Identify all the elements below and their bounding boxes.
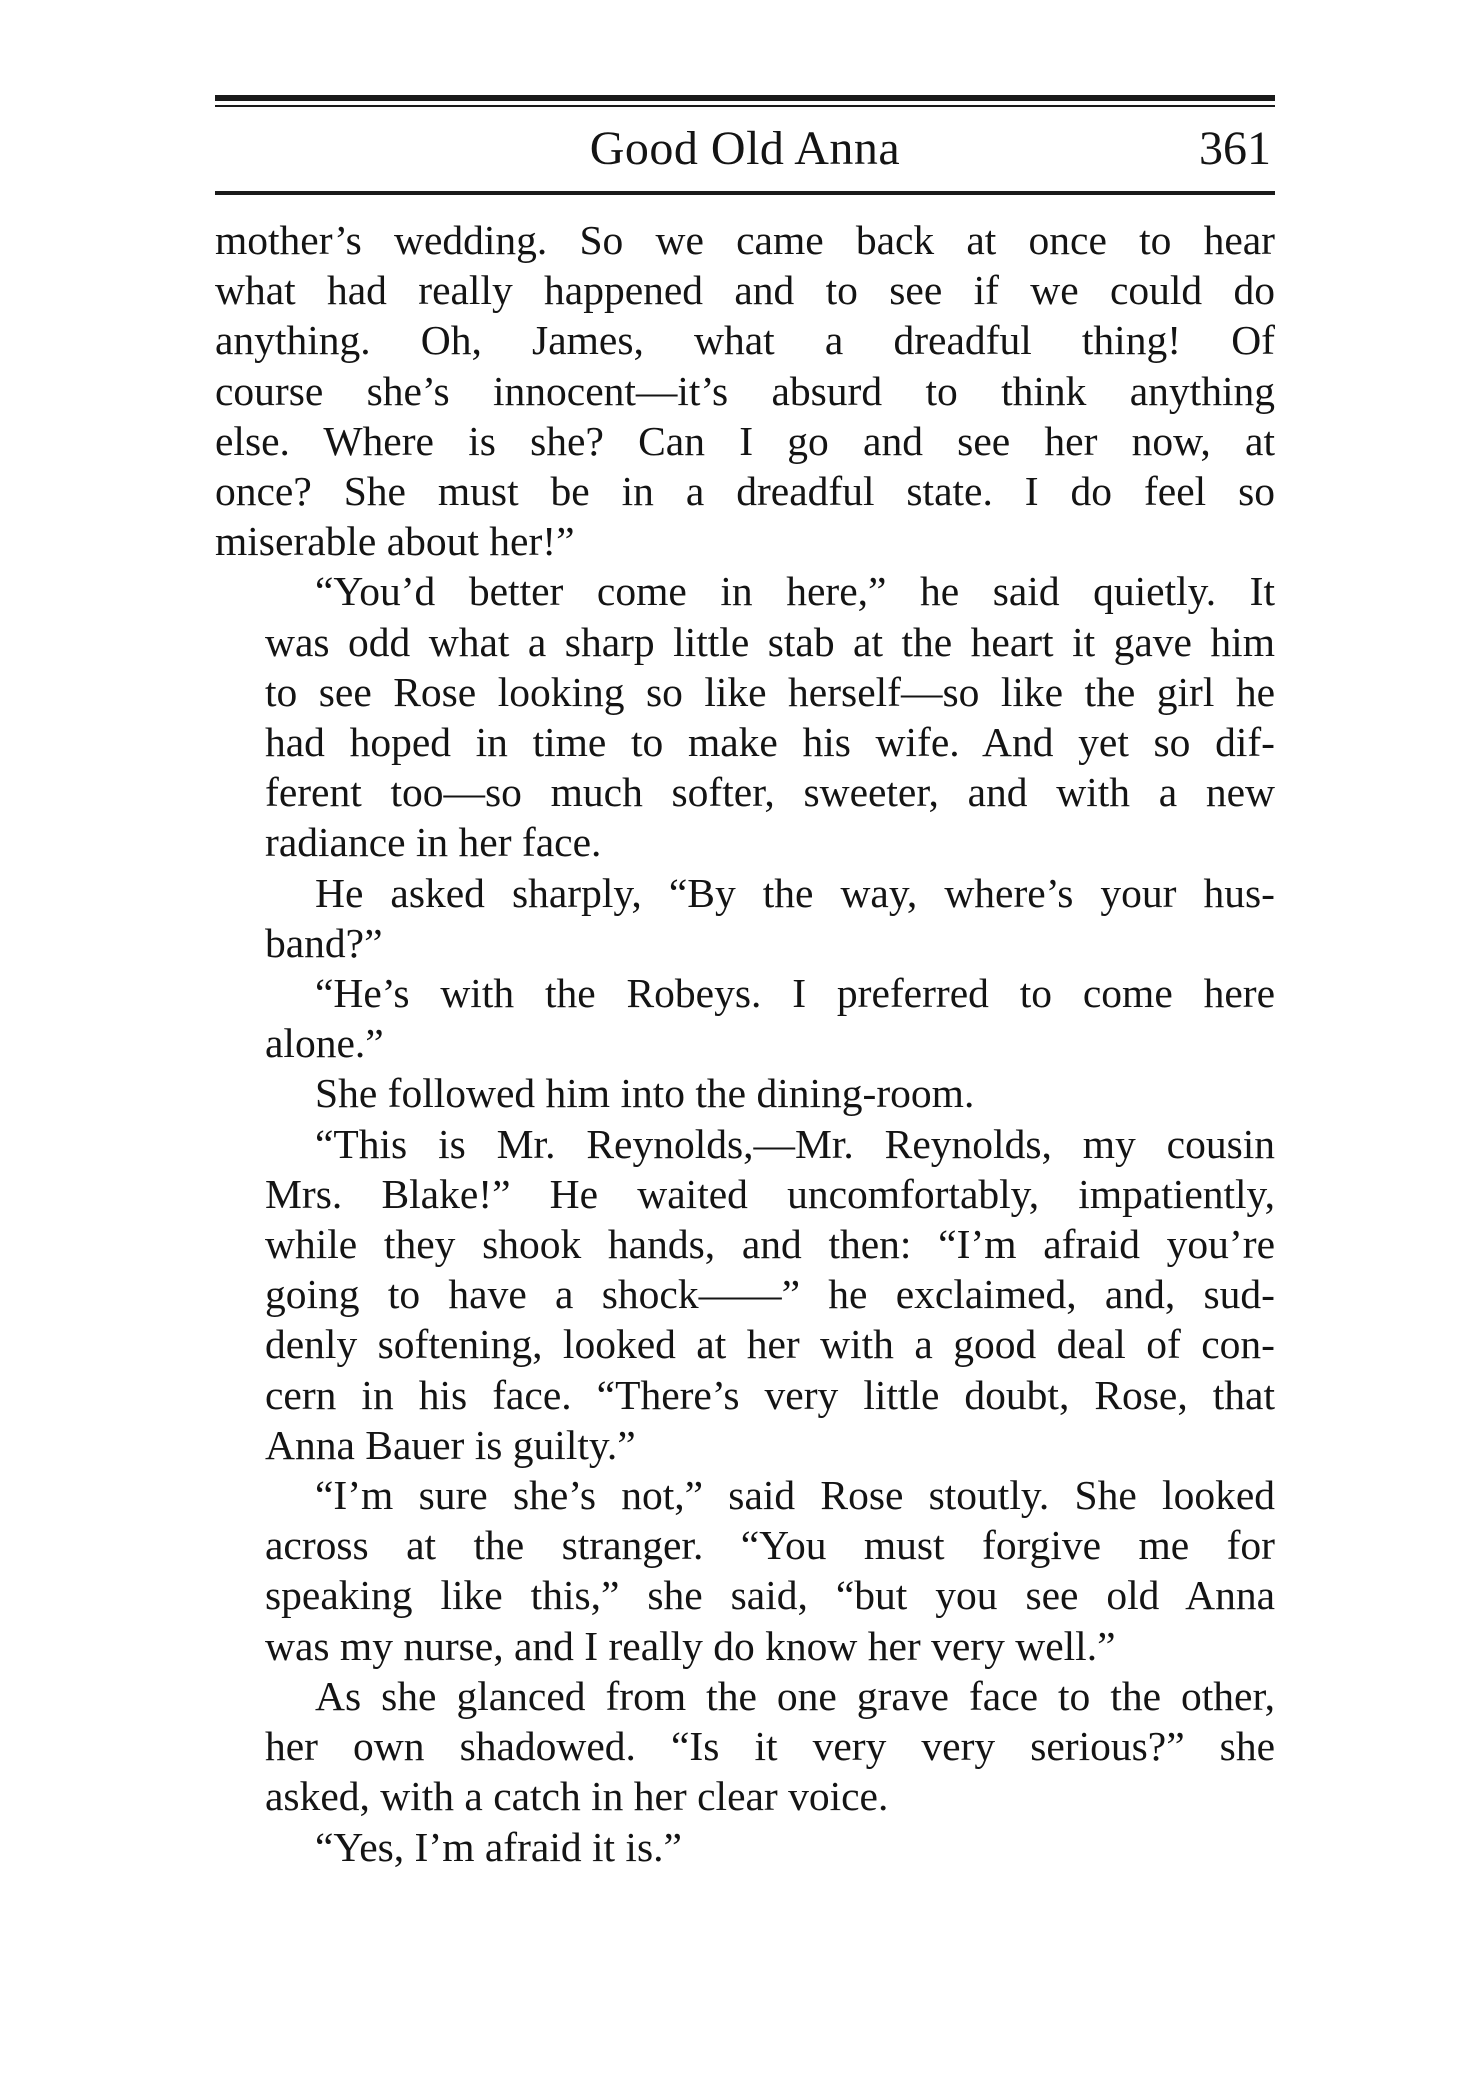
text-line: else. Where is she? Can I go and see her now, at bbox=[215, 417, 1275, 464]
paragraph bbox=[215, 1822, 1275, 1872]
text-line: her own shadowed. “Is it very very serious?” she bbox=[265, 1723, 1275, 1770]
text-line: had hoped in time to make his wife. And yet so dif- bbox=[265, 719, 1275, 766]
book-page bbox=[215, 95, 1275, 1872]
paragraph bbox=[215, 215, 1275, 566]
text-line: anything. Oh, James, what a dreadful thing! Of bbox=[215, 317, 1275, 364]
paragraph bbox=[215, 868, 1275, 968]
text-line: was odd what a sharp little stab at the heart it gave him bbox=[265, 618, 1275, 665]
text-line: As she glanced from the one grave face to the other, bbox=[315, 1672, 1275, 1719]
text-line: radiance in her face. bbox=[265, 819, 602, 866]
text-line: “He’s with the Robeys. I preferred to come here bbox=[315, 970, 1275, 1017]
text-line: “Yes, I’m afraid it is.” bbox=[315, 1823, 682, 1870]
text-line: across at the stranger. “You must forgive me for bbox=[265, 1522, 1275, 1569]
header-rule-top bbox=[215, 95, 1275, 101]
text-line: course she’s innocent—it’s absurd to think anything bbox=[215, 367, 1275, 414]
paragraph bbox=[215, 1068, 1275, 1118]
text-line: speaking like this,” she said, “but you see old Anna bbox=[265, 1572, 1275, 1619]
text-line: to see Rose looking so like herself—so like the girl he bbox=[265, 668, 1275, 715]
running-title: Good Old Anna bbox=[589, 122, 901, 175]
text-line: once? She must be in a dreadful state. I do feel so bbox=[215, 468, 1275, 515]
text-line: was my nurse, and I really do know her very well.” bbox=[265, 1622, 1116, 1669]
text-line: alone.” bbox=[265, 1020, 384, 1067]
text-line: ferent too—so much softer, sweeter, and with a new bbox=[265, 769, 1275, 816]
page-number: 361 bbox=[1199, 122, 1271, 175]
paragraph bbox=[215, 566, 1275, 867]
text-line: cern in his face. “There’s very little doubt, Rose, that bbox=[265, 1371, 1275, 1418]
paragraph bbox=[215, 1671, 1275, 1822]
text-line: “I’m sure she’s not,” said Rose stoutly. She looked bbox=[315, 1472, 1275, 1519]
text-line: while they shook hands, and then: “I’m afraid you’re bbox=[265, 1221, 1275, 1268]
text-line: “You’d better come in here,” he said quietly. It bbox=[315, 568, 1275, 615]
text-line: He asked sharply, “By the way, where’s your hus- bbox=[315, 869, 1275, 916]
text-line: miserable about her!” bbox=[215, 518, 575, 565]
text-line: “This is Mr. Reynolds,—Mr. Reynolds, my cousin bbox=[315, 1120, 1275, 1167]
text-line: asked, with a catch in her clear voice. bbox=[265, 1773, 889, 1820]
text-line: denly softening, looked at her with a good deal of con- bbox=[265, 1321, 1275, 1368]
paragraph bbox=[215, 1470, 1275, 1671]
text-line: going to have a shock——” he exclaimed, and, sud- bbox=[265, 1271, 1275, 1318]
paragraph bbox=[215, 1119, 1275, 1470]
paragraph bbox=[215, 968, 1275, 1068]
text-line: Mrs. Blake!” He waited uncomfortably, impatiently, bbox=[265, 1170, 1275, 1217]
text-line: band?” bbox=[265, 919, 383, 966]
text-line: what had really happened and to see if we could do bbox=[215, 267, 1275, 314]
text-line: She followed him into the dining-room. bbox=[315, 1070, 975, 1117]
header-rule-bottom bbox=[215, 191, 1275, 195]
text-line: mother’s wedding. So we came back at once to hear bbox=[215, 217, 1275, 263]
text-line: Anna Bauer is guilty.” bbox=[265, 1421, 636, 1468]
running-header bbox=[215, 107, 1275, 191]
body-text bbox=[215, 215, 1275, 1872]
